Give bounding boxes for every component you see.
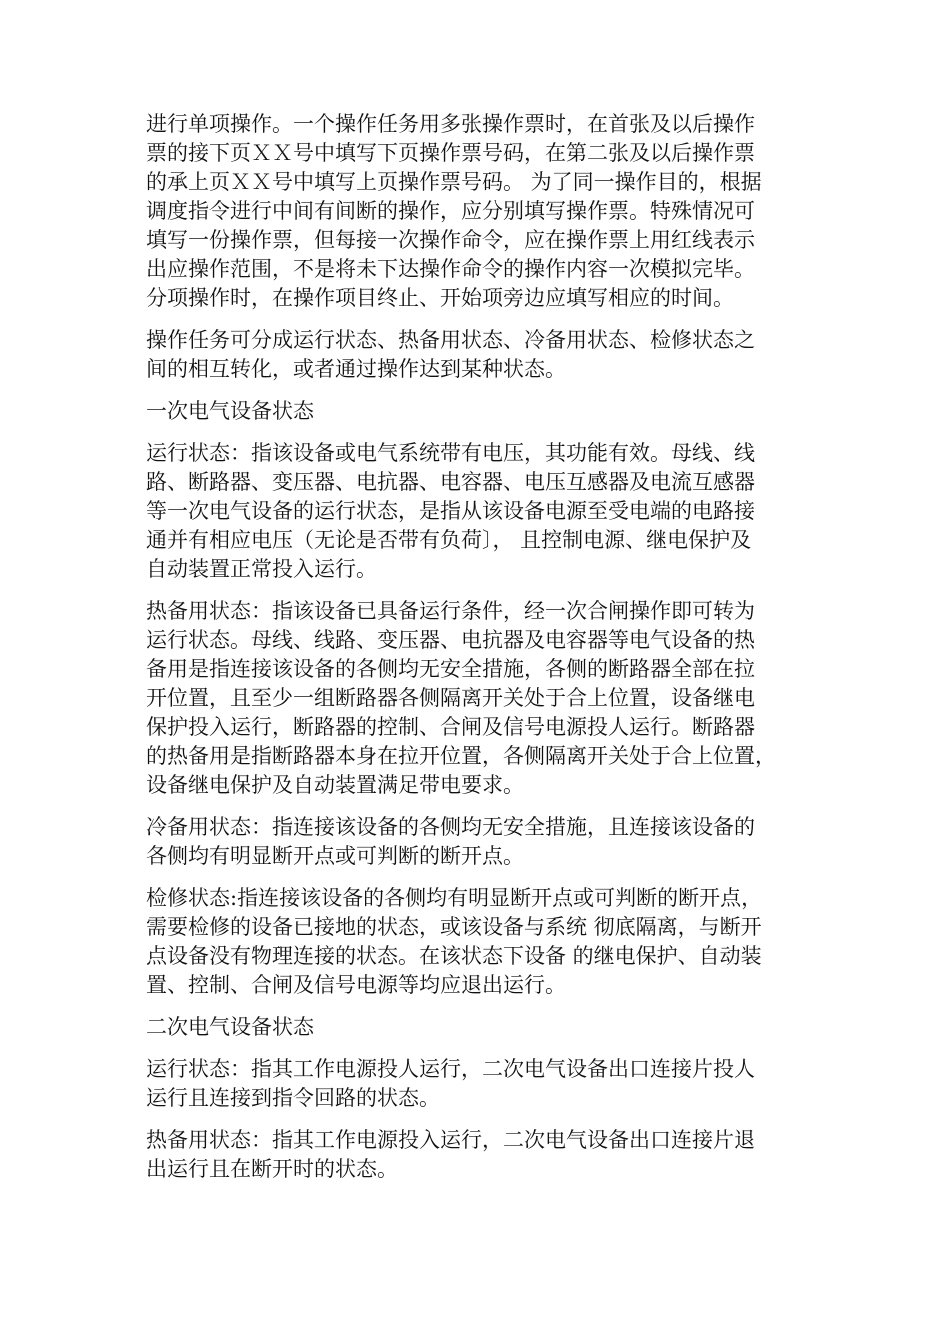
text-line: 开位置，且至少一组断路器各侧隔离开关处于合上位置，设备继电 [146,686,755,710]
text-line: 一次电气设备状态 [146,399,314,423]
text-line: 通并有相应电压（无论是否带有负荷〕， 且控制电源、继电保护及 [146,528,752,552]
paragraph-operation-ticket-rules [146,110,826,313]
text-line: 运行状态。母线、线路、变压器、电抗器及电容器等电气设备的热 [146,628,755,652]
heading-secondary-equipment-states [146,1013,826,1042]
paragraph-primary-cold-standby-state [146,813,826,871]
text-line: 路、断路器、变压器、电抗器、电容器、电压互感器及电流互感器 [146,470,755,494]
text-line: 等一次电气设备的运行状态，是指从该设备电源至受电端的电路接 [146,499,755,523]
text-line: 运行状态：指其工作电源投人运行，二次电气设备出口连接片投人 [146,1057,755,1081]
text-line: 热备用状态：指其工作电源投入运行，二次电气设备出口连接片退 [146,1128,755,1152]
paragraph-primary-running-state [146,439,826,584]
text-line: 备用是指连接该设备的各侧均无安全措施，各侧的断路器全部在拉 [146,657,755,681]
text-line: 出应操作范围，不是将未下达操作命令的操作内容一次模拟完毕。 [146,257,755,281]
text-line: 进行单项操作。一个操作任务用多张操作票时，在首张及以后操作 [146,112,755,136]
text-line: 保护投入运行，断路器的控制、合闸及信号电源投人运行。断路器 [146,715,755,739]
text-line: 自动装置正常投入运行。 [146,557,377,581]
text-line: 置、控制、合闸及信号电源等均应退出运行。 [146,973,566,997]
document-body [146,110,826,1197]
text-line: 分项操作时，在操作项目终止、开始项旁边应填写相应的时间。 [146,286,734,310]
paragraph-operation-task-types [146,326,826,384]
text-line: 点设备没有物理连接的状态。在该状态下设备 的继电保护、自动装 [146,944,762,968]
paragraph-primary-hot-standby-state [146,597,826,800]
text-line: 的承上页ＸＸ号中填写上页操作票号码。 为了同一操作目的，根据 [146,170,762,194]
heading-primary-equipment-states [146,397,826,426]
text-line: 需要检修的设备已接地的状态，或该设备与系统 彻底隔离，与断开 [146,915,762,939]
text-line: 的热备用是指断路器本身在拉开位置，各侧隔离开关处于合上位置， [146,744,776,768]
text-line: 运行状态：指该设备或电气系统带有电压，其功能有效。母线、线 [146,441,755,465]
text-line: 检修状态:指连接该设备的各侧均有明显断开点或可判断的断开点， [146,886,763,910]
text-line: 出运行且在断开时的状态。 [146,1157,398,1181]
text-line: 票的接下页ＸＸ号中填写下页操作票号码，在第二张及以后操作票 [146,141,755,165]
text-line: 冷备用状态：指连接该设备的各侧均无安全措施，且连接该设备的 [146,815,755,839]
text-line: 操作任务可分成运行状态、热备用状态、冷备用状态、检修状态之 [146,328,755,352]
paragraph-primary-maintenance-state [146,884,826,1000]
text-line: 热备用状态：指该设备已具备运行条件，经一次合闸操作即可转为 [146,599,755,623]
paragraph-secondary-hot-standby-state [146,1126,826,1184]
text-line: 设备继电保护及自动装置满足带电要求。 [146,773,524,797]
text-line: 调度指令进行中间有间断的操作，应分别填写操作票。特殊情况可 [146,199,755,223]
paragraph-secondary-running-state [146,1055,826,1113]
text-line: 运行且连接到指令回路的状态。 [146,1086,440,1110]
text-line: 各侧均有明显断开点或可判断的断开点。 [146,844,524,868]
text-line: 填写一份操作票，但每接一次操作命令，应在操作票上用红线表示 [146,228,755,252]
text-line: 间的相互转化，或者通过操作达到某种状态。 [146,357,566,381]
text-line: 二次电气设备状态 [146,1015,314,1039]
